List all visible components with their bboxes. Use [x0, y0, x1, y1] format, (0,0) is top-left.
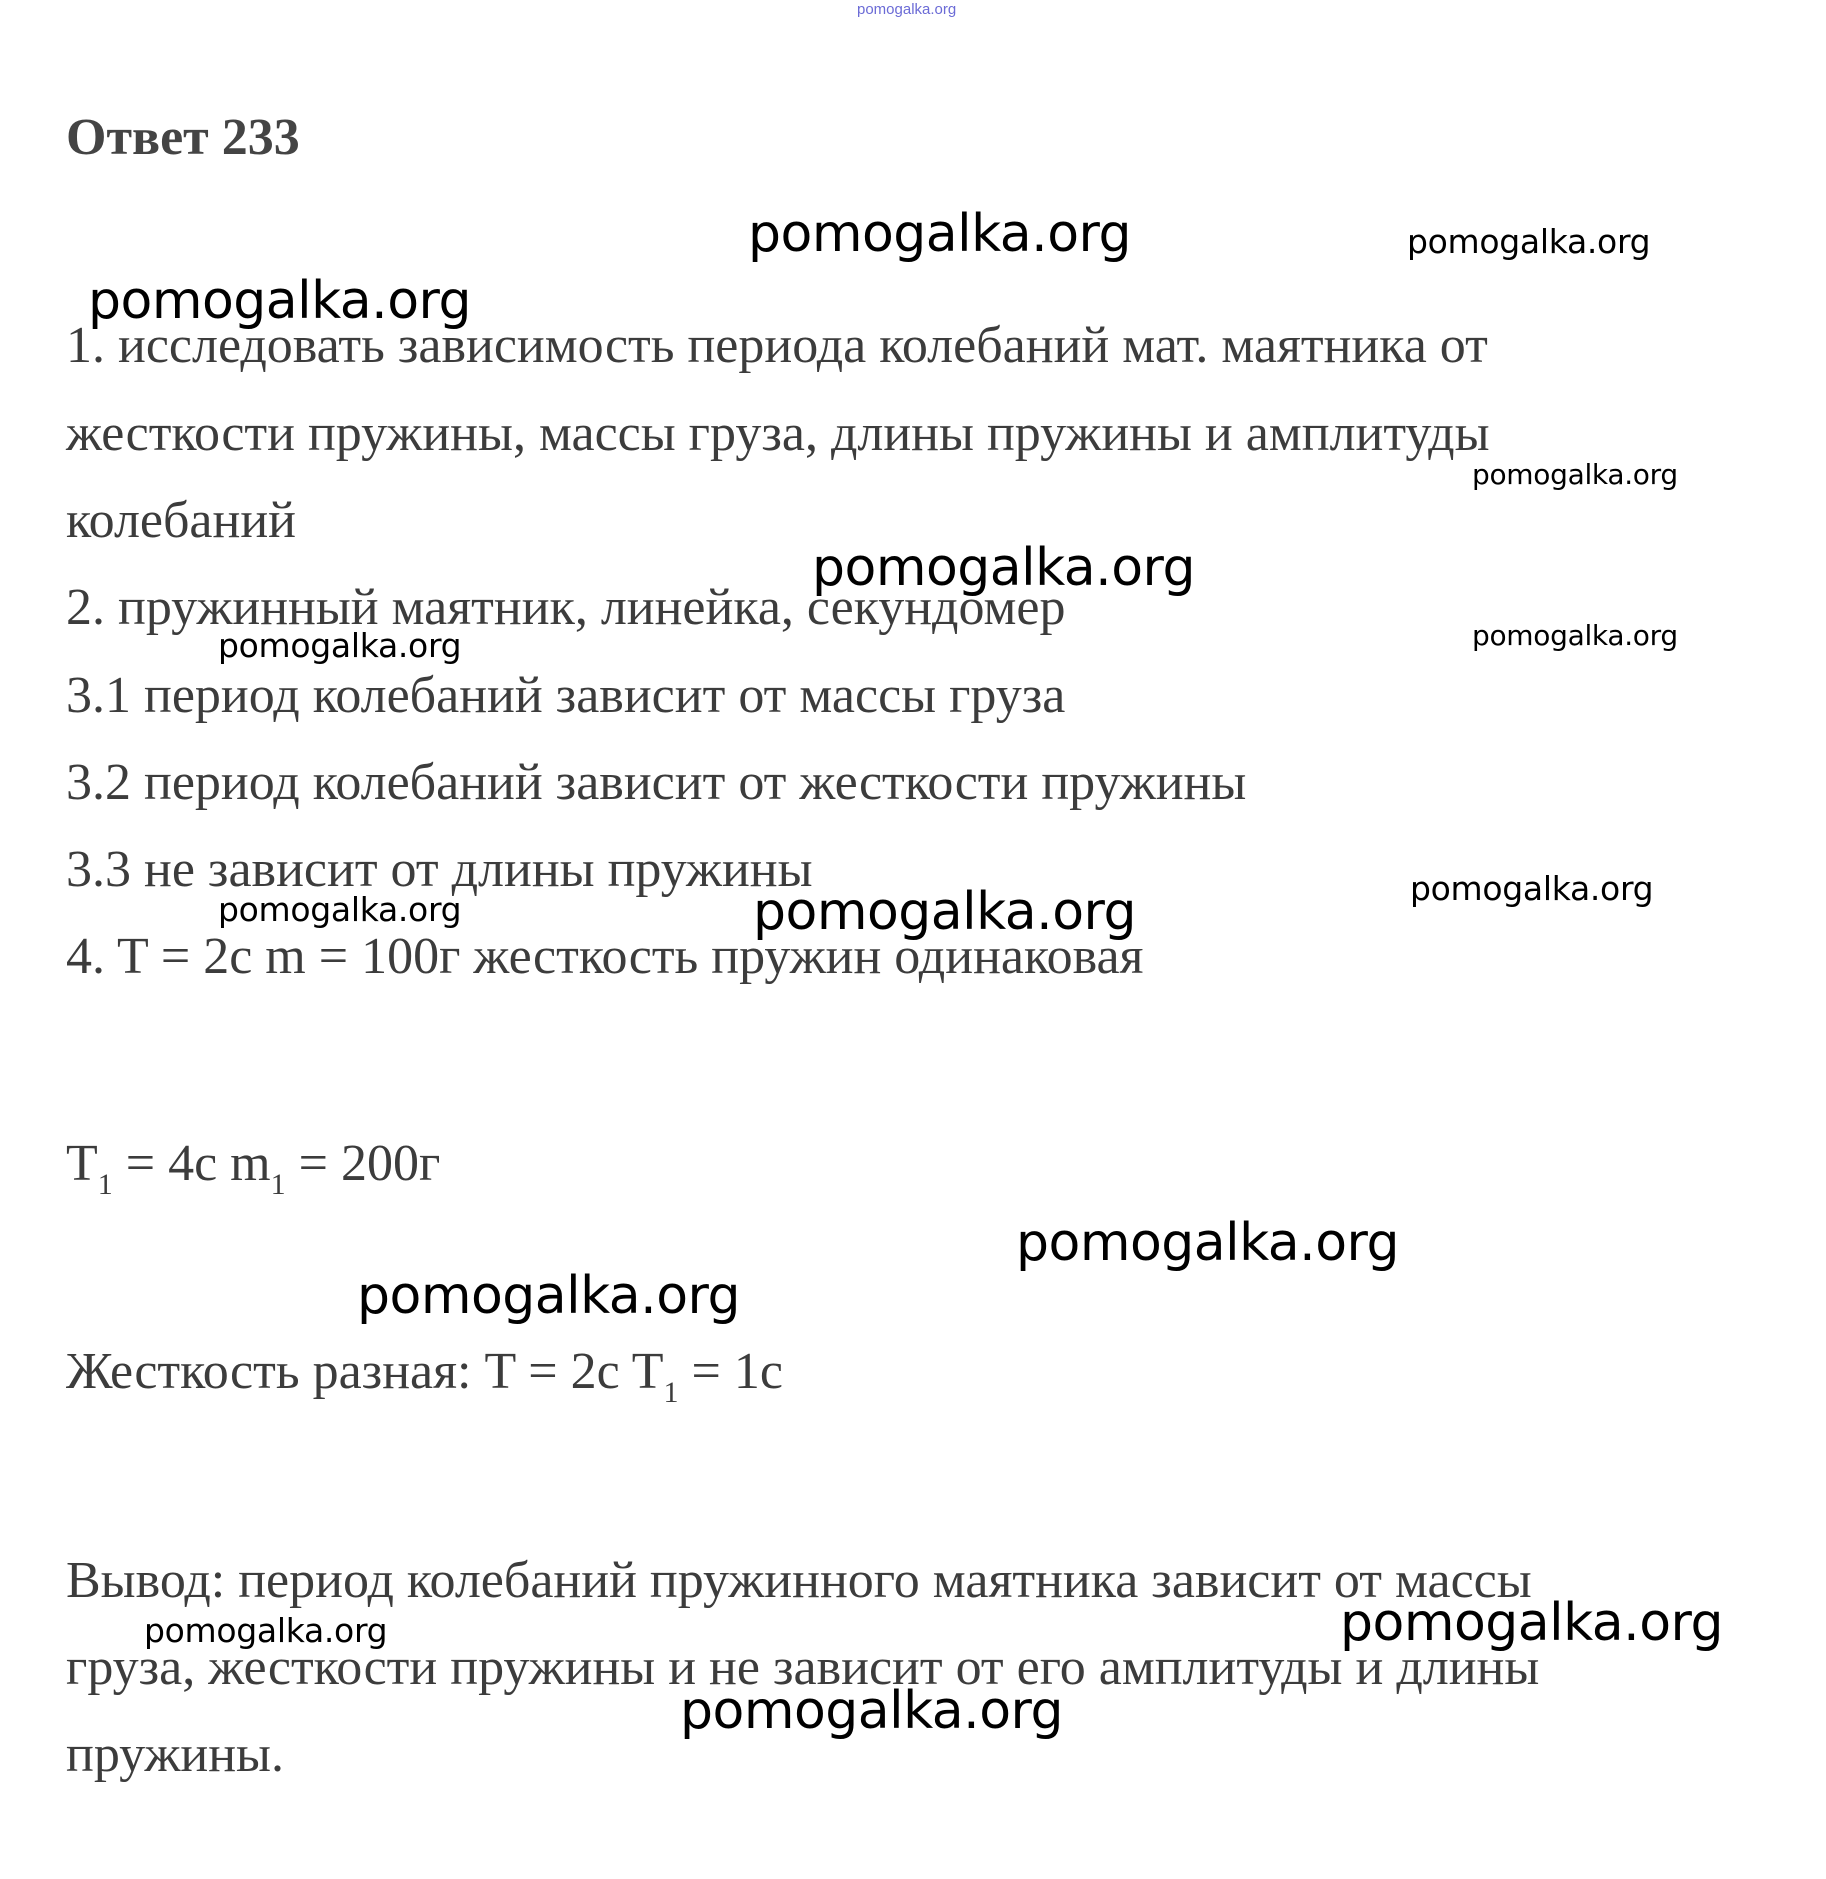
formula2-sub: 1 [663, 1376, 679, 1409]
watermark: pomogalka.org [357, 1266, 740, 1326]
watermark: pomogalka.org [1410, 869, 1654, 908]
watermark: pomogalka.org [218, 626, 462, 665]
watermark: pomogalka.org [1340, 1593, 1723, 1653]
conclusion-line-3: пружины. [66, 1726, 284, 1783]
watermark: pomogalka.org [753, 882, 1136, 942]
formula-line-2 [66, 1343, 783, 1409]
watermark: pomogalka.org [680, 1681, 1063, 1741]
formula1-t: T [66, 1135, 98, 1192]
answer-line-7: 3.3 не зависит от длины пружины [66, 841, 813, 898]
watermark: pomogalka.org [144, 1611, 388, 1650]
watermark: pomogalka.org [218, 890, 462, 929]
header-watermark: pomogalka.org [857, 1, 957, 18]
watermark: pomogalka.org [1407, 222, 1651, 261]
answer-line-6: 3.2 период колебаний зависит от жесткости пружины [66, 754, 1247, 811]
watermark: pomogalka.org [88, 271, 471, 331]
formula1-m-sub: 1 [270, 1168, 286, 1201]
watermark: pomogalka.org [748, 204, 1131, 264]
answer-line-2: жесткости пружины, массы груза, длины пружины и амплитуды [66, 405, 1490, 462]
answer-line-8: 4. T = 2c m = 100г жесткость пружин одинаковая [66, 928, 1144, 985]
formula1-t-sub: 1 [97, 1168, 113, 1201]
formula2-suffix: = 1c [678, 1343, 783, 1400]
watermark: pomogalka.org [1016, 1213, 1399, 1273]
answer-line-5: 3.1 период колебаний зависит от массы груза [66, 667, 1066, 724]
formula2-prefix: Жесткость разная: T = 2c T [66, 1343, 664, 1400]
conclusion-line-1: Вывод: период колебаний пружинного маятника зависит от массы [66, 1552, 1532, 1609]
page-title: Ответ 233 [66, 109, 300, 166]
answer-line-4: 2. пружинный маятник, линейка, секундомер [66, 579, 1066, 636]
formula1-t-eq: = 4c m [112, 1135, 271, 1192]
formula-line-1 [66, 1135, 441, 1201]
watermark: pomogalka.org [1472, 619, 1678, 652]
answer-line-1: 1. исследовать зависимость периода колебаний мат. маятника от [66, 317, 1488, 374]
watermark: pomogalka.org [812, 538, 1195, 598]
conclusion-line-2: груза, жесткости пружины и не зависит от его амплитуды и длины [66, 1639, 1540, 1696]
answer-line-3: колебаний [66, 492, 296, 549]
watermark: pomogalka.org [1472, 458, 1678, 491]
formula1-m-eq: = 200г [285, 1135, 441, 1192]
